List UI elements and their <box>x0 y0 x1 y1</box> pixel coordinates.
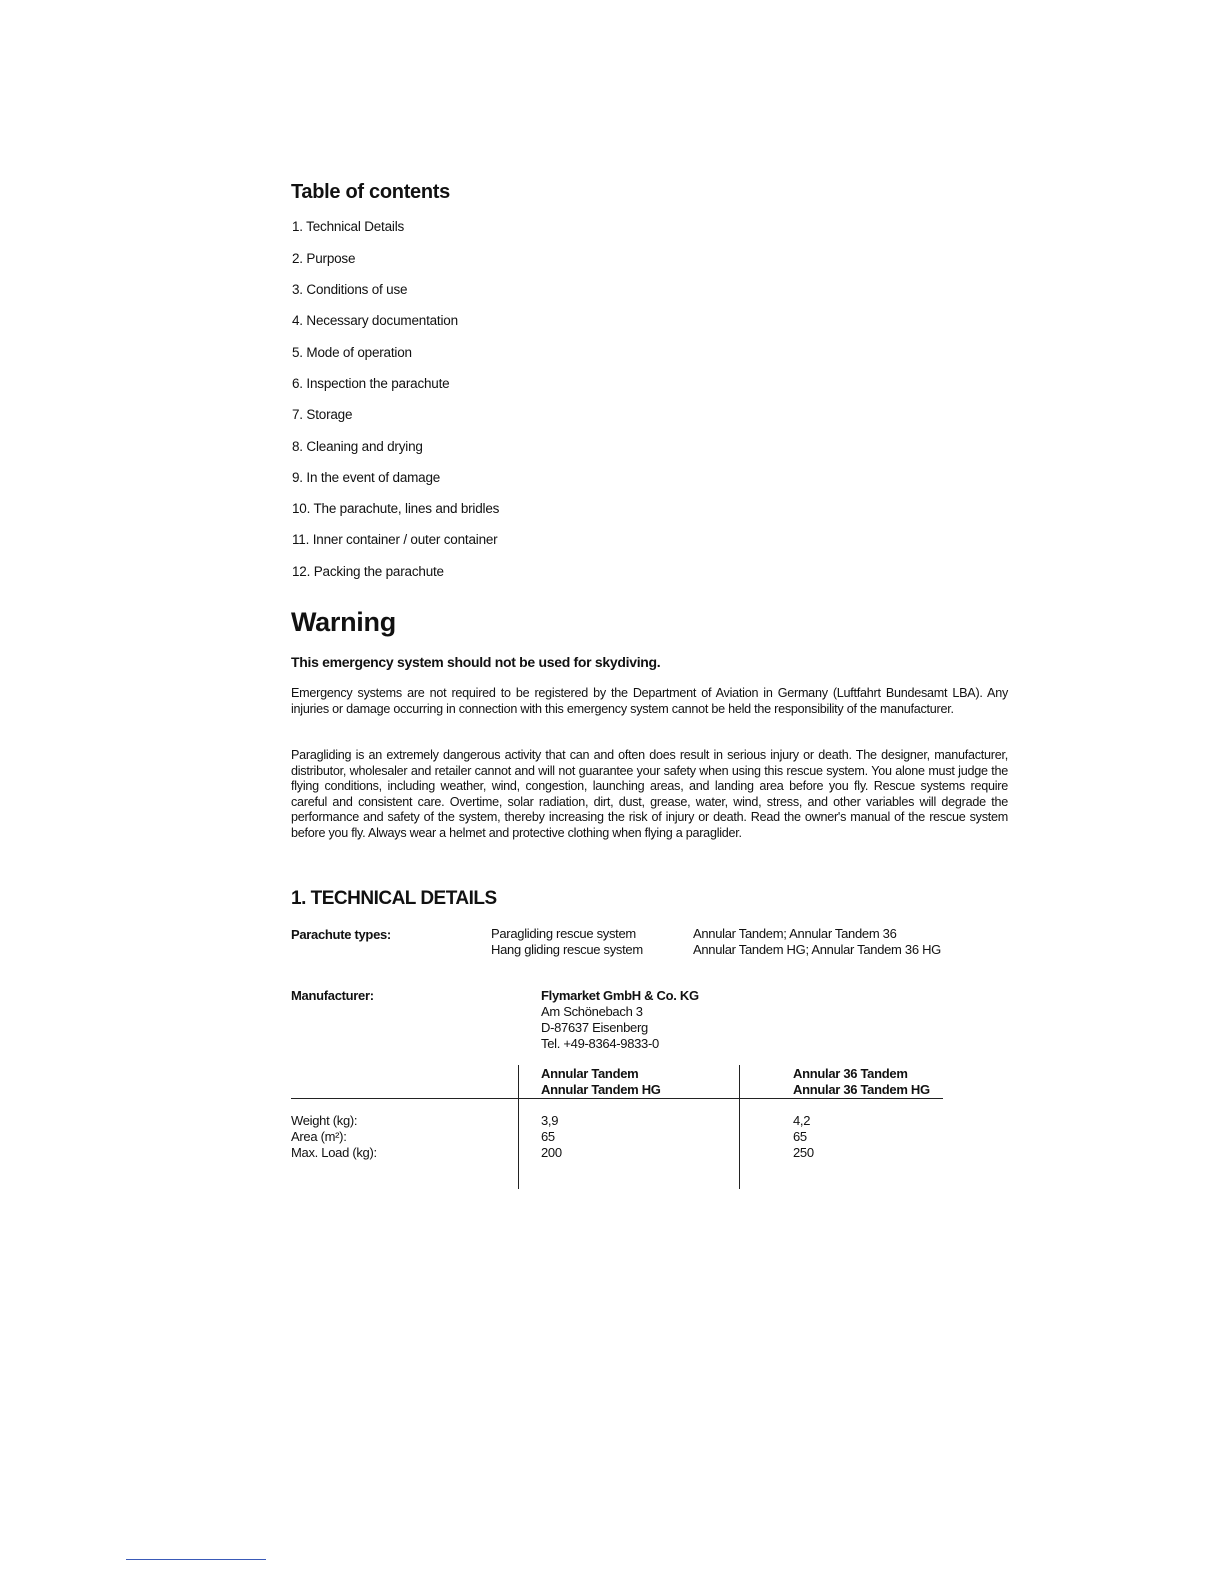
warning-paragraph-danger: Paragliding is an extremely dangerous activity that can and often does result in serious injury or death. The designer, manufacturer, distributor, wholesaler and retailer cannot and will not guarantee your safety when using this rescue system. You alone must judge the flying conditions, including weather, wind, congestion, launching areas, and landing area before you fly. Rescue systems require careful and consistent care. Overtime, solar radiation, dirt, dust, grease, water, wind, stress, and other variables will degrade the performance and safety of the system, thereby increasing the risk of injury or death. Read the owner's manual of the rescue system before you fly. Always wear a helmet and protective clothing when flying a paraglider. <box>291 748 1008 840</box>
toc-item-event-of-damage: 9. In the event of damage <box>292 470 441 485</box>
warning-subtitle: This emergency system should not be used for skydiving. <box>291 654 661 670</box>
manufacturer-city: D-87637 Eisenberg <box>541 1020 648 1035</box>
table-row-label-area: Area (m²): <box>291 1129 347 1144</box>
toc-item-conditions-of-use: 3. Conditions of use <box>292 282 408 297</box>
toc-item-storage: 7. Storage <box>292 407 353 422</box>
toc-item-mode-of-operation: 5. Mode of operation <box>292 345 412 360</box>
toc-item-technical-details: 1. Technical Details <box>292 219 405 234</box>
type-models-paragliding: Annular Tandem; Annular Tandem 36 <box>693 926 897 941</box>
toc-item-cleaning-drying: 8. Cleaning and drying <box>292 439 423 454</box>
table-cell-area-1: 65 <box>541 1129 555 1144</box>
toc-item-containers: 11. Inner container / outer container <box>292 532 498 547</box>
toc-item-purpose: 2. Purpose <box>292 251 356 266</box>
manufacturer-label: Manufacturer: <box>291 988 374 1003</box>
manufacturer-name: Flymarket GmbH & Co. KG <box>541 988 699 1003</box>
toc-item-inspection: 6. Inspection the parachute <box>292 376 450 391</box>
table-row-label-max-load: Max. Load (kg): <box>291 1145 377 1160</box>
table-cell-area-2: 65 <box>793 1129 807 1144</box>
table-cell-weight-1: 3,9 <box>541 1113 559 1128</box>
manufacturer-street: Am Schönebach 3 <box>541 1004 643 1019</box>
table-divider-2 <box>739 1065 740 1189</box>
type-system-paragliding: Paragliding rescue system <box>491 926 636 941</box>
technical-details-heading: 1. TECHNICAL DETAILS <box>291 888 497 909</box>
table-cell-max-load-2: 250 <box>793 1145 814 1160</box>
toc-item-parachute-lines-bridles: 10. The parachute, lines and bridles <box>292 501 500 516</box>
toc-item-packing: 12. Packing the parachute <box>292 564 444 579</box>
table-cell-weight-2: 4,2 <box>793 1113 811 1128</box>
table-col2-header-line1: Annular 36 Tandem <box>793 1066 908 1081</box>
manufacturer-phone: Tel. +49-8364-9833-0 <box>541 1036 659 1051</box>
footer-rule <box>126 1559 266 1560</box>
table-row-label-weight: Weight (kg): <box>291 1113 358 1128</box>
table-header-rule <box>291 1098 943 1099</box>
warning-paragraph-registration: Emergency systems are not required to be registered by the Department of Aviation in Germany (Luftfahrt Bundesamt LBA). Any injuries or damage occurring in connection with this emergency system cannot be held the responsibility of the manufacturer. <box>291 686 1008 716</box>
table-col2-header-line2: Annular 36 Tandem HG <box>793 1082 930 1097</box>
type-system-hang-gliding: Hang gliding rescue system <box>491 942 643 957</box>
toc-item-necessary-documentation: 4. Necessary documentation <box>292 313 458 328</box>
parachute-types-label: Parachute types: <box>291 927 391 942</box>
table-cell-max-load-1: 200 <box>541 1145 562 1160</box>
type-models-hang-gliding: Annular Tandem HG; Annular Tandem 36 HG <box>693 942 941 957</box>
table-divider-1 <box>518 1065 519 1189</box>
table-col1-header-line2: Annular Tandem HG <box>541 1082 661 1097</box>
toc-title: Table of contents <box>291 181 450 203</box>
warning-title: Warning <box>291 607 396 637</box>
table-col1-header-line1: Annular Tandem <box>541 1066 639 1081</box>
